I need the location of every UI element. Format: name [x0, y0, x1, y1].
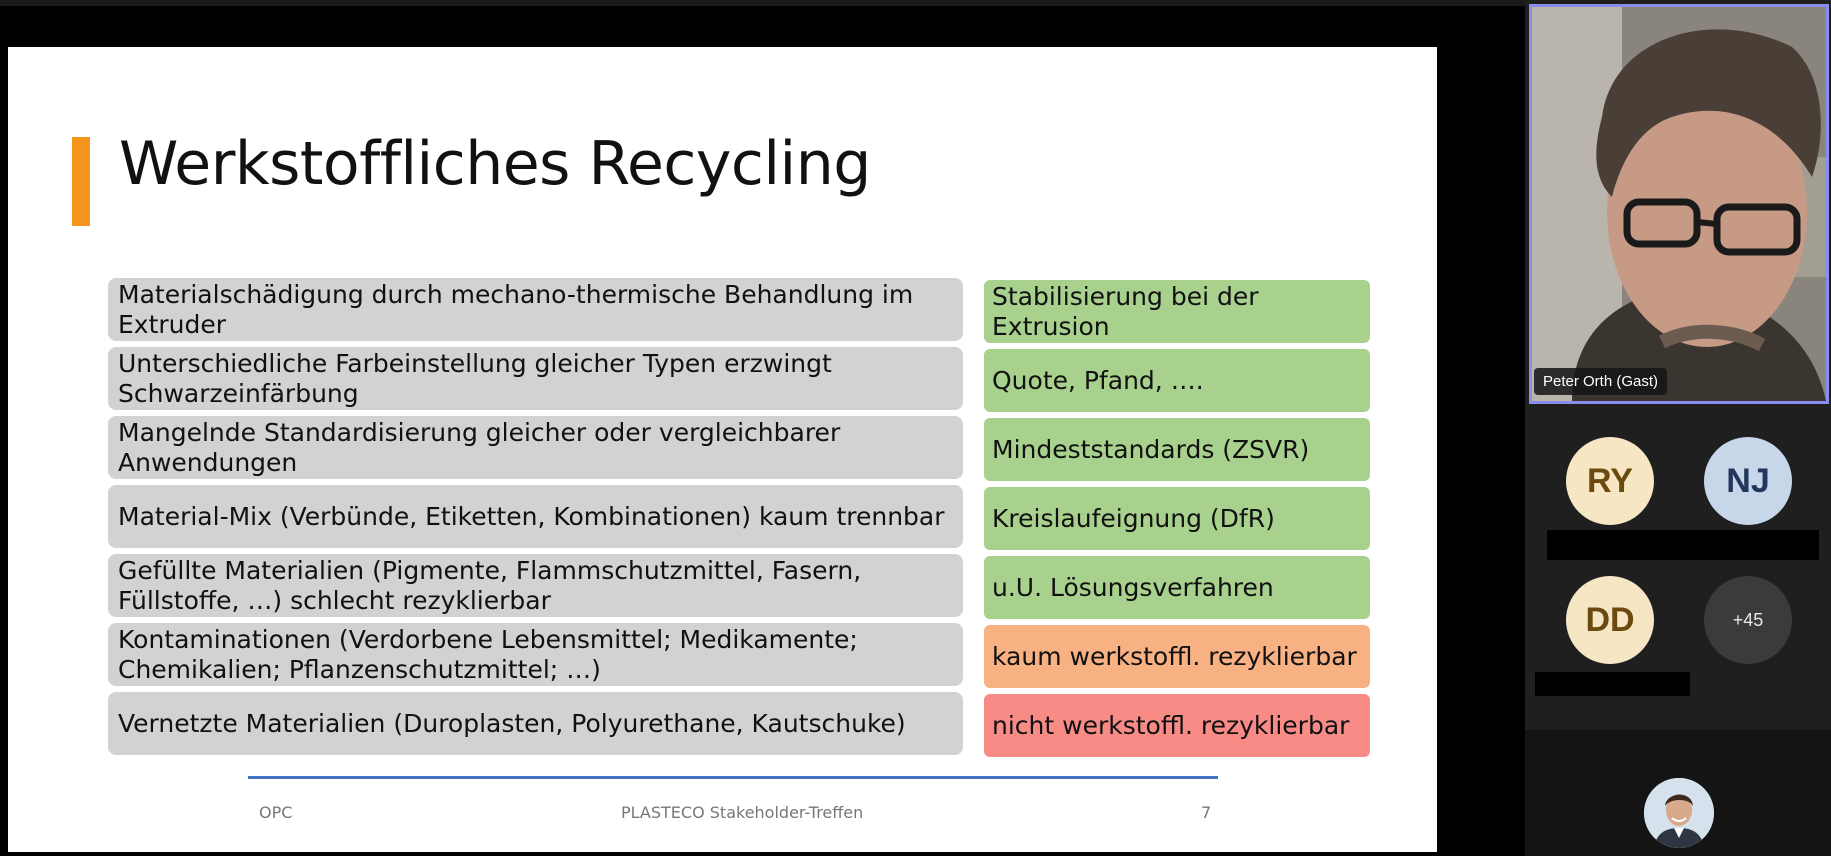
footer-divider	[248, 776, 1218, 779]
participant-avatar[interactable]: NJ	[1704, 437, 1792, 525]
problem-cell: Materialschädigung durch mechano-thermische Behandlung im Extruder	[108, 278, 963, 341]
problem-cell: Gefüllte Materialien (Pigmente, Flammschutzmittel, Fasern, Füllstoffe, …) schlecht rezyklierbar	[108, 554, 963, 617]
redacted-name	[1535, 672, 1690, 696]
speaker-name-tag: Peter Orth (Gast)	[1534, 368, 1667, 395]
footer-center: PLASTECO Stakeholder-Treffen	[621, 803, 864, 822]
problem-cell: Kontaminationen (Verdorbene Lebensmittel; Medikamente; Chemikalien; Pflanzenschutzmittel; …)	[108, 623, 963, 686]
problem-cell: Vernetzte Materialien (Duroplasten, Polyurethane, Kautschuke)	[108, 692, 963, 755]
user-photo-icon	[1644, 778, 1714, 848]
participant-avatar[interactable]: DD	[1566, 576, 1654, 664]
problem-cell: Mangelnde Standardisierung gleicher oder vergleichbarer Anwendungen	[108, 416, 963, 479]
solution-cell: nicht werkstoffl. rezyklierbar	[984, 694, 1370, 757]
self-avatar[interactable]	[1644, 778, 1714, 848]
redacted-name	[1547, 530, 1819, 560]
title-accent-bar	[72, 137, 90, 226]
more-participants-button[interactable]: +45	[1704, 576, 1792, 664]
solution-cell: kaum werkstoffl. rezyklierbar	[984, 625, 1370, 688]
problem-cell: Unterschiedliche Farbeinstellung gleicher Typen erzwingt Schwarzeinfärbung	[108, 347, 963, 410]
solution-cell: u.U. Lösungsverfahren	[984, 556, 1370, 619]
footer-left: OPC	[259, 803, 293, 822]
solution-cell: Quote, Pfand, ….	[984, 349, 1370, 412]
problem-cell: Material-Mix (Verbünde, Etiketten, Kombinationen) kaum trennbar	[108, 485, 963, 548]
solution-cell: Mindeststandards (ZSVR)	[984, 418, 1370, 481]
speaker-video-icon	[1532, 7, 1826, 401]
participant-avatar[interactable]: RY	[1566, 437, 1654, 525]
slide-title: Werkstoffliches Recycling	[119, 129, 871, 199]
speaker-video-tile[interactable]	[1529, 4, 1829, 404]
shared-slide	[8, 47, 1437, 852]
top-strip	[0, 0, 1525, 6]
page-number: 7	[1201, 803, 1212, 822]
solution-cell: Stabilisierung bei der Extrusion	[984, 280, 1370, 343]
solution-cell: Kreislaufeignung (DfR)	[984, 487, 1370, 550]
